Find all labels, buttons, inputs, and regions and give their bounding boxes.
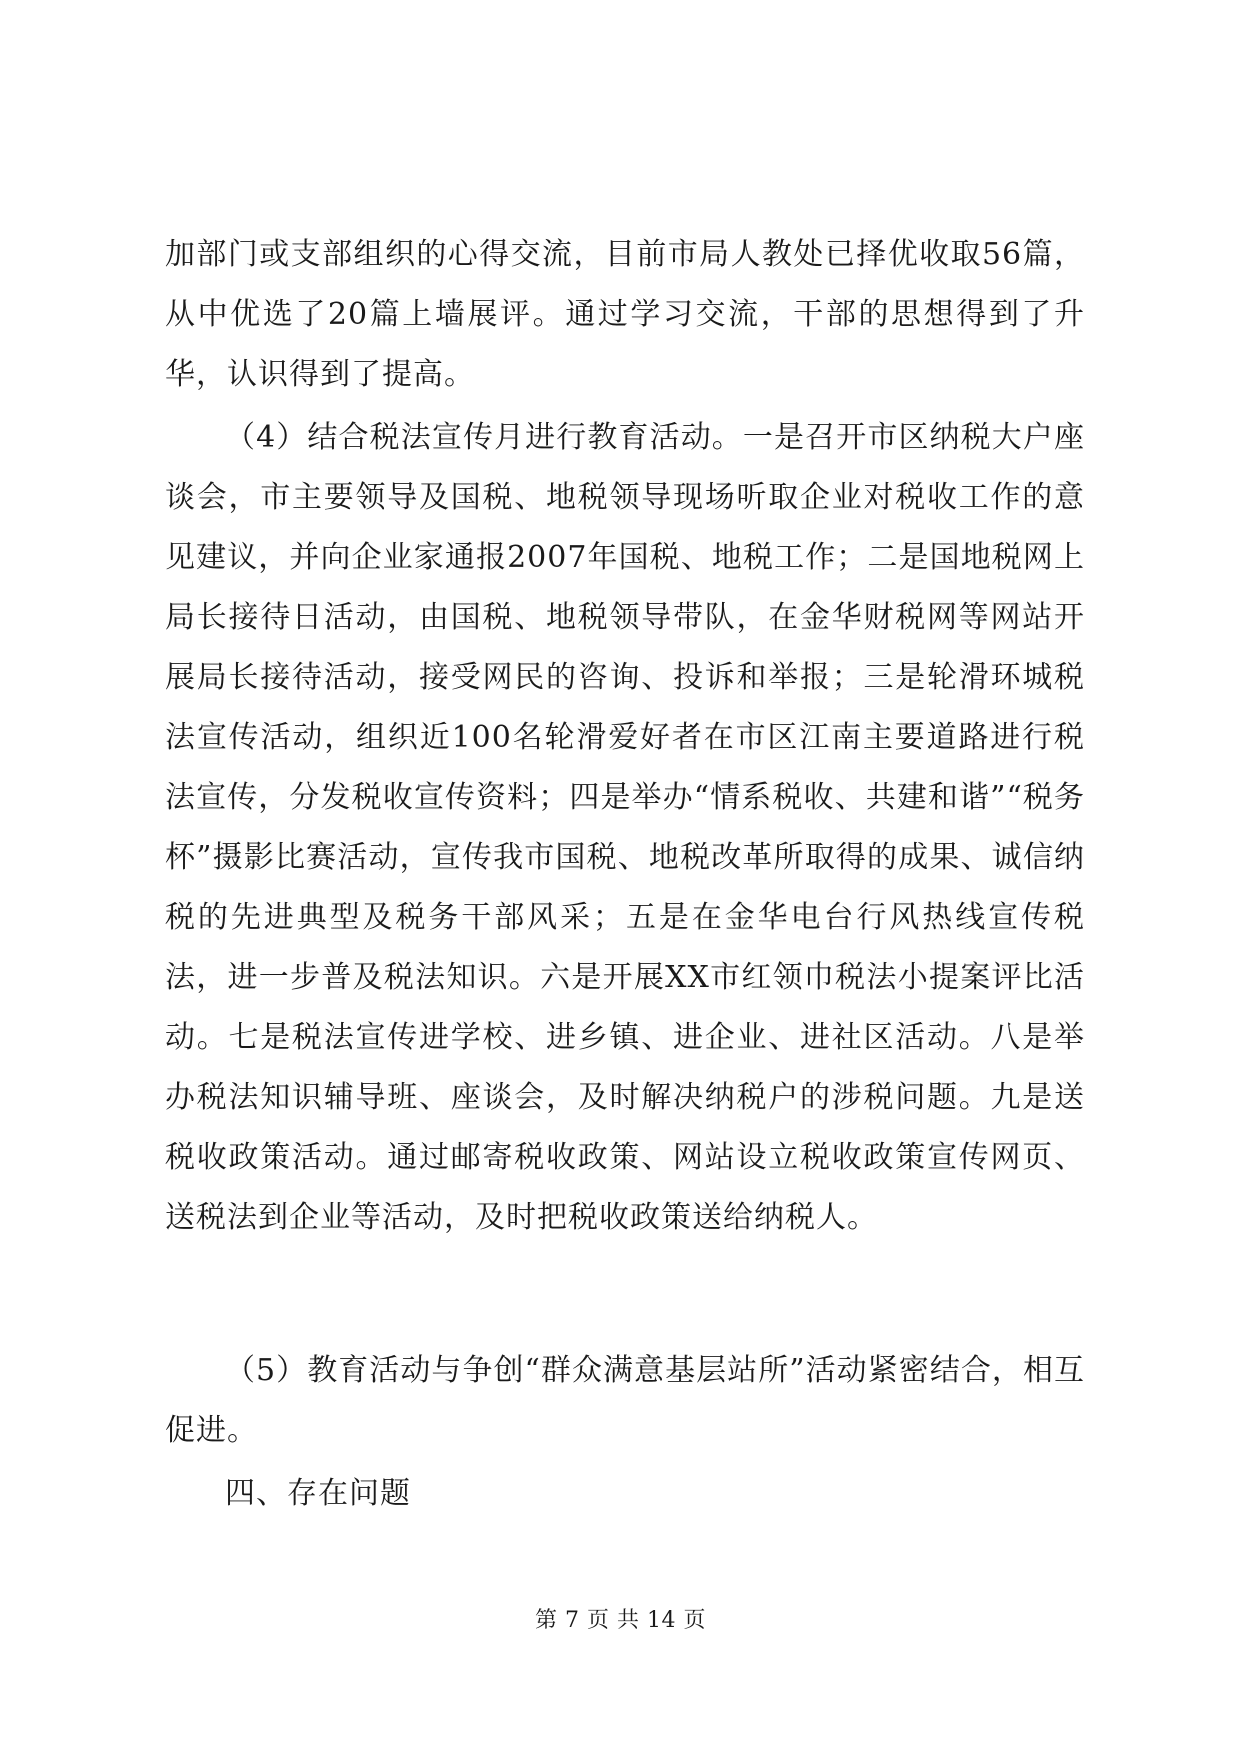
paragraph-tax-law-month — [165, 408, 1085, 1248]
section-heading-problems — [165, 1464, 1085, 1524]
paragraph-study-exchange — [165, 225, 1085, 405]
page-number-label: 第 7 页 共 14 页 — [535, 1608, 706, 1633]
page-footer — [0, 1606, 1241, 1636]
paragraph-text: （4）结合税法宣传月进行教育活动。一是召开市区纳税大户座谈会，市主要领导及国税、地税领导现场听取企业对税收工作的意见建议，并向企业家通报2007年国税、地税工作；二是国地税网上局长接待日活动，由国税、地税领导带队，在金华财税网等网站开展局长接待活动，接受网民的咨询、投诉和举报；三是轮滑环城税法宣传活动，组织近100名轮滑爱好者在市区江南主要道路进行税法宣传，分发税收宣传资料；四是举办“情系税收、共建和谐”“税务杯”摄影比赛活动，宣传我市国税、地税改革所取得的成果、诚信纳税的先进典型及税务干部风采；五是在金华电台行风热线宣传税法，进一步普及税法知识。六是开展XX市红领巾税法小提案评比活动。七是税法宣传进学校、进乡镇、进企业、进社区活动。八是举办税法知识辅导班、座谈会，及时解决纳税户的涉税问题。九是送税收政策活动。通过邮寄税收政策、网站设立税收政策宣传网页、送税法到企业等活动，及时把税收政策送给纳税人。 — [165, 420, 1085, 1235]
section-heading-text: 四、存在问题 — [225, 1476, 411, 1511]
paragraph-grassroots-stations — [165, 1341, 1085, 1461]
paragraph-text: 加部门或支部组织的心得交流，目前市局人教处已择优收取56篇，从中优选了20篇上墙展评。通过学习交流，干部的思想得到了升华，认识得到了提高。 — [165, 237, 1085, 392]
paragraph-text: （5）教育活动与争创“群众满意基层站所”活动紧密结合，相互促进。 — [165, 1353, 1085, 1448]
